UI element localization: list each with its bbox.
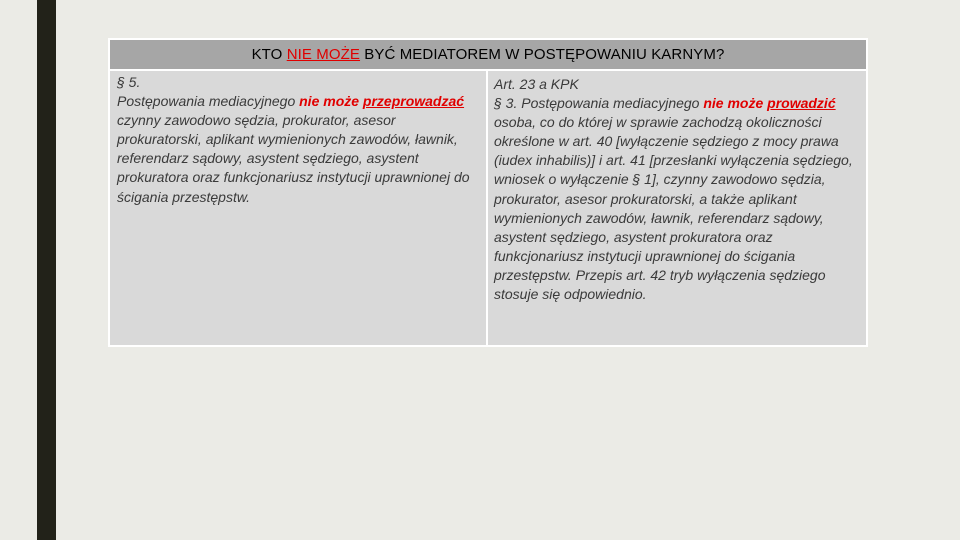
left-cell <box>109 70 487 346</box>
right-cell-text <box>488 71 866 304</box>
left-section-heading: § 5. <box>117 74 141 90</box>
right-text-after: osoba, co do której w sprawie zachodzą okoliczności określone w art. 40 [wyłączenie sędziego z mocy prawa (iudex inhabilis)] i art. 41 [przesłanki wyłączenia sędziego, wniosek o wyłączenie § 1], czynny zawodowo sędzia, prokurator, asesor prokuratorski, a także aplikant wymienionych zawodów, ławnik, referendarz sądowy, asystent sędziego, asystent prokuratora oraz funkcjonariusz instytucji uprawnionej do ścigania przestępstw. Przepis art. 42 tryb wyłączenia sędziego stosuje się odpowiednio. <box>494 114 853 303</box>
right-highlight-nie-moze: nie może <box>703 95 764 112</box>
title-highlight: NIE MOŻE <box>286 46 361 63</box>
right-article-heading: Art. 23 a KPK <box>494 76 579 92</box>
right-cell <box>487 70 867 346</box>
left-cell-text <box>110 71 486 207</box>
mediator-table <box>108 38 868 347</box>
right-text-before: § 3. Postępowania mediacyjnego <box>494 95 704 112</box>
title-prefix: KTO <box>251 46 287 63</box>
left-text-after: czynny zawodowo sędzia, prokurator, asesor prokuratorski, aplikant wymienionych zawodów, ławnik, referendarz sądowy, asystent sędziego, asystent prokuratora oraz funkcjonariusz instytucji uprawnionej do ścigania przestępstw. <box>117 112 470 205</box>
title-suffix: BYĆ MEDIATOREM W POSTĘPOWANIU KARNYM? <box>360 46 725 63</box>
table-title <box>109 39 867 70</box>
table-body-row <box>109 70 867 346</box>
table-header-row <box>109 39 867 70</box>
left-text-before: Postępowania mediacyjnego <box>117 93 300 110</box>
left-highlight-nie-moze: nie może <box>299 93 360 110</box>
slide-accent-bar <box>37 0 56 540</box>
left-highlight-verb: przeprowadzać <box>362 93 465 110</box>
right-highlight-verb: prowadzić <box>767 95 836 112</box>
